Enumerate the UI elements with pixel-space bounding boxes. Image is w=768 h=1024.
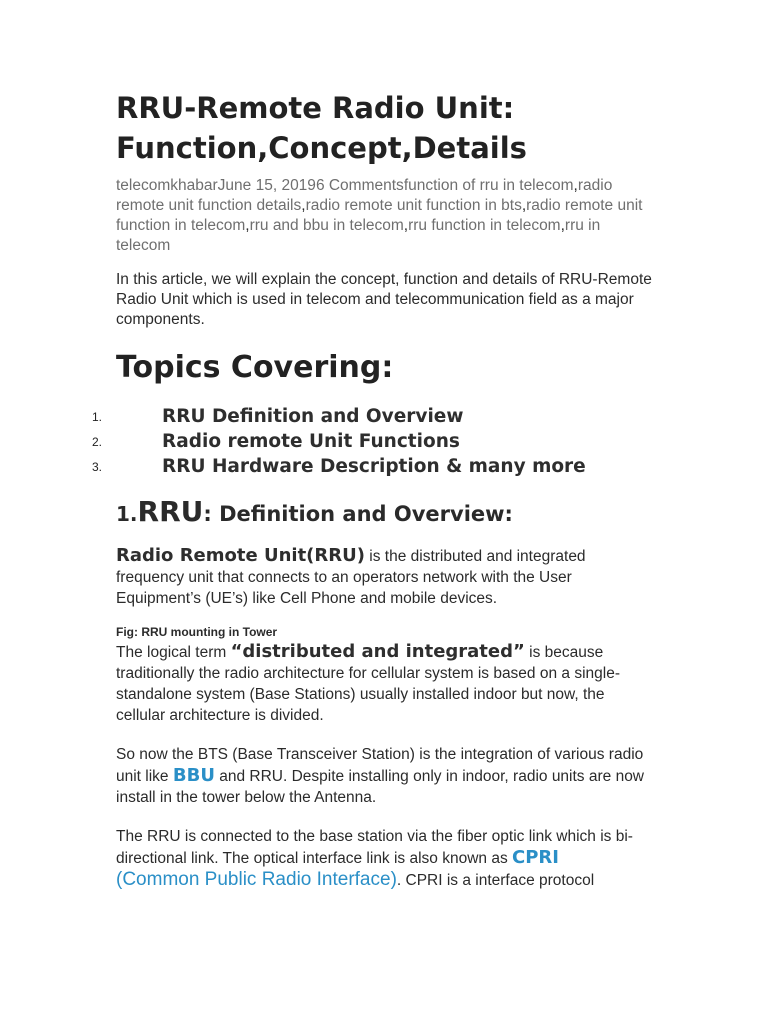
list-number: 1. [92, 410, 103, 424]
author-link[interactable]: telecomkhabar [116, 177, 218, 194]
topics-list [92, 404, 656, 479]
paragraph-text: So now the BTS (Base Transceiver Station) is the integration of various radio unit like [116, 746, 644, 785]
post-date[interactable]: June 15, 2019 [217, 177, 316, 194]
section-abbr: RRU [137, 495, 204, 528]
list-item [92, 454, 656, 479]
lead-term: Radio Remote Unit(RRU) [116, 545, 365, 566]
highlight-term: “distributed and integrated” [230, 641, 525, 662]
tag-link[interactable]: function of rru in telecom [403, 177, 574, 194]
paragraph-text: is the distributed and integrated frequency unit that connects to an operators network with the User Equipment’s (UE’s) like Cell Phone and mobile devices. [116, 548, 586, 607]
cpri-link-full[interactable]: (Common Public Radio Interface) [116, 869, 397, 890]
paragraph-text: The logical term [116, 644, 231, 661]
paragraph-text: . CPRI is a interface protocol [396, 872, 595, 889]
paragraph-text: The RRU is connected to the base station via the fiber optic link which is bi-directional link. The optical interface link is also known as [116, 828, 633, 867]
tag-link[interactable]: radio remote unit function details [116, 177, 613, 214]
title-line-2: Function,Concept,Details [116, 131, 527, 165]
definition-paragraph [116, 545, 656, 609]
paragraph-text: and RRU. Despite installing only in indoor, radio units are now install in the tower below the Antenna. [116, 768, 645, 806]
post-meta: telecomkhabarJune 15, 20196 Commentsfunction of rru in telecom,radio remote unit function details,radio remote unit function in bts,radio remote unit function in telecom,rru and bbu in telecom,rru function in telecom,rru in telecom [116, 177, 643, 254]
tag-link[interactable]: radio remote unit function in telecom [116, 197, 643, 234]
article [92, 88, 656, 907]
bbu-link[interactable]: BBU [172, 765, 215, 786]
cpri-link[interactable]: CPRI [512, 847, 559, 868]
topics-heading: Topics Covering: [116, 350, 394, 385]
figure-caption: Fig: RRU mounting in Tower [116, 625, 278, 639]
list-item [92, 404, 656, 429]
title-line-1: RRU-Remote Radio Unit: [116, 91, 515, 125]
topic-label: Radio remote Unit Functions [162, 431, 460, 452]
section-title: : Definition and Overview: [203, 502, 513, 526]
section-heading [116, 495, 656, 531]
topic-label: RRU Hardware Description & many more [162, 456, 586, 477]
list-number: 3. [92, 460, 103, 474]
tag-link[interactable]: radio remote unit function in bts [305, 197, 522, 214]
topic-label: RRU Definition and Overview [162, 406, 464, 427]
paragraph-text: is because traditionally the radio architecture for cellular system is based on a single-standalone system (Base Stations) usually installed indoor but now, the cellular architecture is divided. [116, 644, 620, 724]
tag-link[interactable]: rru function in telecom [408, 217, 561, 234]
page-title [116, 88, 656, 168]
comments-link[interactable]: 6 Comments [315, 177, 404, 194]
tag-link[interactable]: rru and bbu in telecom [249, 217, 404, 234]
list-item [92, 429, 656, 454]
logical-term-paragraph [116, 641, 656, 726]
tag-link[interactable]: rru in telecom [116, 217, 601, 254]
list-number: 2. [92, 435, 103, 449]
bts-paragraph [116, 744, 656, 808]
cpri-paragraph [116, 826, 656, 891]
section-number: 1. [116, 502, 138, 526]
intro-paragraph: In this article, we will explain the concept, function and details of RRU-Remote Radio Unit which is used in telecom and telecommunication field as a major components. [116, 271, 652, 328]
